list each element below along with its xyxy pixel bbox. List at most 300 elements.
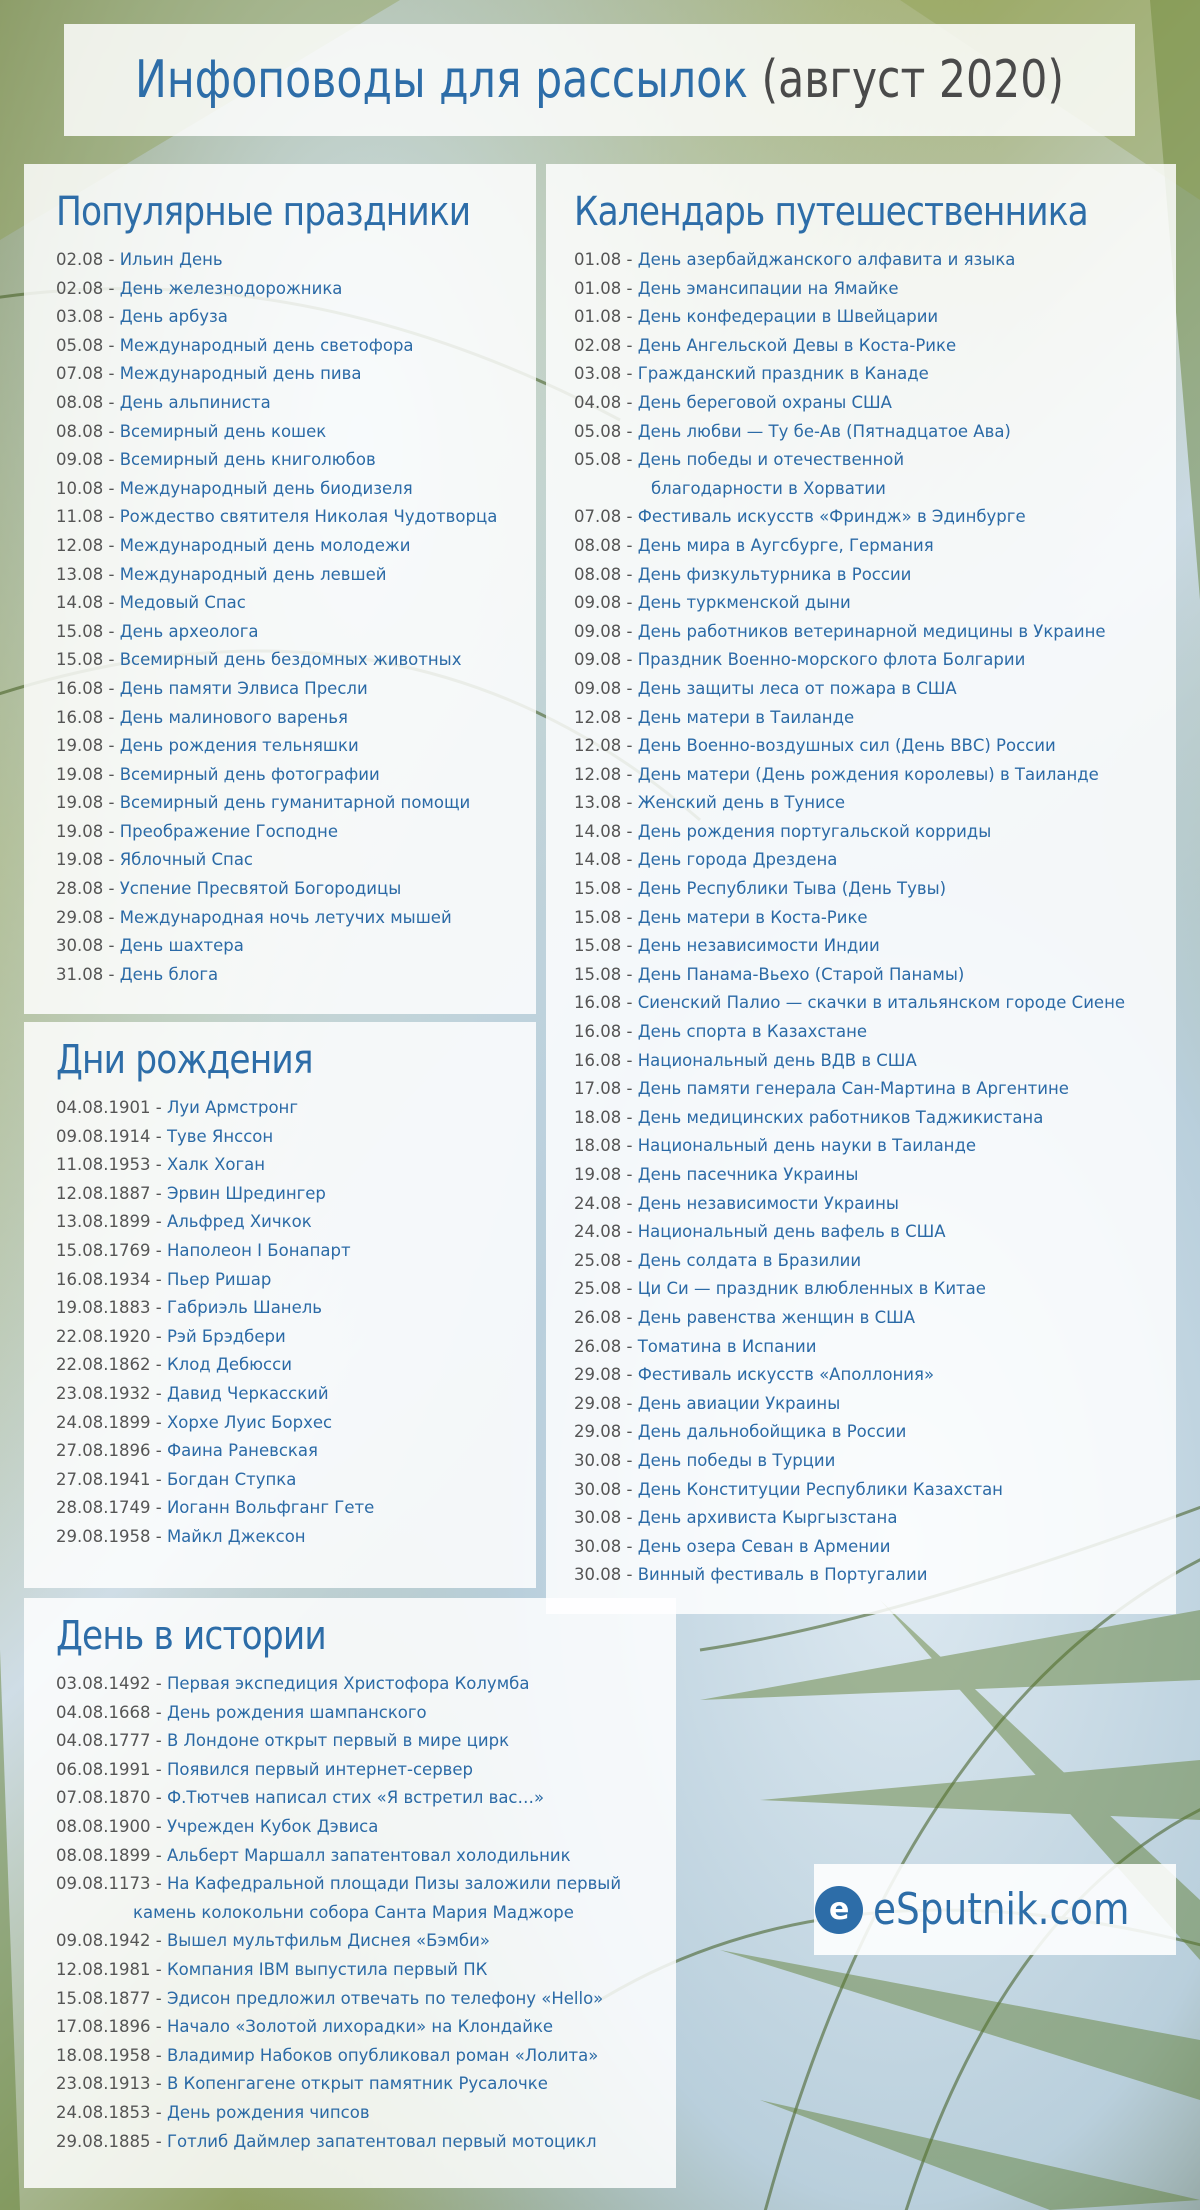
list-item [574,646,1176,675]
item-date: 15.08.1877 [56,1988,151,2008]
list-item [56,532,536,561]
list-item [56,1927,676,1956]
item-separator: - [150,1298,167,1318]
item-text: Рождество святителя Николая Чудотворца [119,507,498,527]
item-text: В Копенгагене открыт памятник Русалочке [166,2074,548,2094]
list-item [56,875,536,904]
item-text: День альпиниста [119,392,271,412]
item-date: 11.08.1953 [56,1155,151,1175]
list-item [574,589,1176,618]
item-date: 09.08.1173 [56,1874,151,1894]
item-text: Появился первый интернет-сервер [166,1759,474,1779]
list-item [56,1727,676,1756]
item-date: 19.08 [574,1165,622,1184]
item-text: День Ангельской Девы в Коста-Рике [637,335,957,355]
list-item [574,275,1176,304]
item-text: День блога [119,964,219,984]
item-separator: - [621,678,638,698]
item-separator: - [150,1498,167,1518]
item-separator: - [621,1193,638,1213]
item-text: Туве Янссон [166,1126,274,1146]
list-item [56,1323,536,1352]
item-separator: - [150,1988,167,2008]
item-date: 23.08.1932 [56,1383,151,1403]
popular-holidays-panel [24,164,536,1014]
item-separator: - [103,307,120,327]
list-item [574,1161,1176,1190]
item-date: 19.08 [56,850,104,870]
item-text: Фестиваль искусств «Аполлония» [637,1365,935,1385]
list-item [56,904,536,933]
item-text: Эдисон предложил отвечать по телефону «Hello» [166,1988,604,2008]
item-date: 16.08 [574,993,622,1013]
item-separator: - [621,1450,638,1470]
item-separator: - [103,335,120,355]
item-date: 01.08 [574,278,622,298]
list-item [574,732,1176,761]
item-date: 30.08 [574,1536,622,1556]
item-separator: - [621,507,638,527]
item-separator: - [150,1383,167,1403]
item-date: 23.08.1913 [56,2074,151,2094]
item-date: 09.08 [56,450,104,470]
item-separator: - [621,278,638,298]
list-item [56,789,536,818]
item-text: Халк Хоган [166,1155,266,1175]
item-date: 12.08 [574,736,622,756]
list-item [56,1266,536,1295]
birthdays-list [56,1094,536,1552]
item-text: Хорхе Луис Борхес [166,1412,333,1432]
item-separator: - [150,1183,167,1203]
item-date: 05.08 [574,450,622,470]
item-separator: - [621,364,638,384]
list-item [574,1504,1176,1533]
item-separator: - [150,1959,167,1979]
item-text: День мира в Аугсбурге, Германия [637,535,934,555]
item-text: День Республики Тыва (День Тувы) [637,879,947,899]
item-date: 07.08 [574,507,622,527]
item-date: 14.08 [56,593,104,613]
item-separator: - [621,1393,638,1413]
item-separator: - [621,1565,638,1585]
item-date: 18.08 [574,1107,622,1127]
item-text: Яблочный Спас [119,850,254,870]
item-date: 13.08 [56,564,104,584]
item-text: Богдан Ступка [166,1469,297,1489]
item-separator: - [621,1222,638,1242]
list-item [574,303,1176,332]
item-text: День матери (День рождения королевы) в Таиланде [637,764,1099,784]
item-text: Вышел мультфильм Диснея «Бэмби» [166,1931,490,1951]
item-text: Международная ночь летучих мышей [119,907,452,927]
history-list [56,1670,676,2156]
list-item [56,1699,676,1728]
item-date: 15.08 [574,964,622,984]
item-date: 09.08 [574,593,622,613]
item-date: 05.08 [574,421,622,441]
item-separator: - [621,707,638,727]
item-date: 22.08.1862 [56,1355,151,1375]
item-separator: - [103,907,120,927]
list-item [574,1190,1176,1219]
item-separator: - [621,1250,638,1270]
item-date: 15.08 [574,907,622,927]
item-text: Ильин День [119,250,223,269]
item-date: 09.08.1942 [56,1931,151,1951]
item-text: Компания IBM выпустила первый ПК [166,1959,488,1979]
item-text: День физкультурника в России [637,564,912,584]
list-item [574,618,1176,647]
item-separator: - [150,1731,167,1751]
item-text: Винный фестиваль в Португалии [637,1565,928,1585]
item-date: 15.08 [574,879,622,899]
list-item [56,1870,676,1899]
list-item [56,618,536,647]
item-text: День эмансипации на Ямайке [637,278,899,298]
item-date: 05.08 [56,335,104,355]
item-separator: - [621,1508,638,1528]
item-separator: - [621,764,638,784]
item-text: День озера Севан в Армении [637,1536,891,1556]
list-item [56,1123,536,1152]
list-item [56,704,536,733]
popular-holidays-list [56,246,536,989]
item-date: 04.08.1901 [56,1098,151,1117]
item-separator: - [150,1412,167,1432]
item-separator: - [621,964,638,984]
item-text: Иоганн Вольфганг Гете [166,1498,375,1518]
item-date: 15.08 [56,621,104,641]
list-item [56,418,536,447]
item-date: 13.08 [574,793,622,813]
item-text: День Панама-Вьехо (Старой Панамы) [637,964,965,984]
list-item [574,1247,1176,1276]
item-date: 28.08 [56,879,104,899]
item-date: 08.08 [574,535,622,555]
list-item [56,1956,676,1985]
item-separator: - [150,1759,167,1779]
item-date: 01.08 [574,307,622,327]
item-text: День памяти генерала Сан-Мартина в Аргентине [637,1079,1069,1099]
list-item [56,761,536,790]
item-separator: - [103,707,120,727]
item-date: 10.08 [56,478,104,498]
list-item [574,1361,1176,1390]
item-separator: - [103,478,120,498]
history-panel [24,1598,676,2188]
item-text: Давид Черкасский [166,1383,329,1403]
item-date: 16.08 [56,678,104,698]
list-item [56,1437,536,1466]
item-date: 09.08 [574,621,622,641]
item-separator: - [621,450,638,470]
item-text: Пьер Ришар [166,1269,272,1289]
item-date: 16.08 [574,1022,622,1042]
item-date: 02.08 [56,278,104,298]
list-item [574,1533,1176,1562]
list-item [56,360,536,389]
item-date: 09.08.1914 [56,1126,151,1146]
item-separator: - [103,678,120,698]
item-separator: - [150,1269,167,1289]
item-text: Ф.Тютчев написал стих «Я встретил вас…» [166,1788,545,1808]
item-text: благодарности в Хорватии [651,478,886,498]
item-date: 03.08.1492 [56,1674,151,1693]
item-date: 12.08 [574,707,622,727]
esputnik-logo[interactable] [814,1864,1176,1955]
item-text: День независимости Индии [637,936,880,956]
item-text: Ци Си — праздник влюбленных в Китае [637,1279,986,1299]
birthdays-panel [24,1022,536,1588]
list-item [574,818,1176,847]
item-separator: - [621,1479,638,1499]
list-item [56,2128,676,2157]
item-text: Праздник Военно-морского флота Болгарии [637,650,1026,670]
list-item [56,1409,536,1438]
item-text: Национальный день науки в Таиланде [637,1136,977,1156]
item-date: 03.08 [574,364,622,384]
list-item [56,1784,676,1813]
item-separator: - [621,850,638,870]
item-separator: - [150,1441,167,1461]
item-separator: - [103,621,120,641]
list-item [56,1899,676,1928]
item-separator: - [150,1526,167,1546]
item-text: День рождения тельняшки [119,736,359,756]
item-separator: - [150,2017,167,2037]
title-main: Инфоповоды для рассылок [134,50,748,110]
item-separator: - [150,1126,167,1146]
item-date: 14.08 [574,821,622,841]
item-text: День матери в Таиланде [637,707,855,727]
item-text: В Лондоне открыт первый в мире цирк [166,1731,510,1751]
list-item [574,1476,1176,1505]
list-item [574,846,1176,875]
list-item [574,332,1176,361]
item-separator: - [150,1326,167,1346]
item-text: День солдата в Бразилии [637,1250,862,1270]
item-date: 18.08.1958 [56,2045,151,2065]
list-item [56,1670,676,1699]
item-separator: - [621,1136,638,1156]
item-separator: - [621,1107,638,1127]
list-item [56,332,536,361]
item-text: День Конституции Республики Казахстан [637,1479,1003,1499]
item-separator: - [621,392,638,412]
item-separator: - [621,993,638,1013]
item-date: 15.08 [56,650,104,670]
item-separator: - [103,278,120,298]
item-text: День работников ветеринарной медицины в Украине [637,621,1106,641]
list-item [574,561,1176,590]
list-item [56,503,536,532]
item-separator: - [621,650,638,670]
item-text: Начало «Золотой лихорадки» на Клондайке [166,2017,554,2037]
item-separator: - [150,1816,167,1836]
list-item [574,418,1176,447]
item-text: Международный день пива [119,364,362,384]
item-separator: - [150,1098,167,1117]
list-item [56,275,536,304]
item-date: 12.08.1887 [56,1183,151,1203]
item-date: 24.08.1899 [56,1412,151,1432]
list-item [56,303,536,332]
item-date: 15.08.1769 [56,1240,151,1260]
list-item [574,446,1176,475]
item-text: День шахтера [119,936,244,956]
item-date: 08.08 [56,392,104,412]
item-text: День береговой охраны США [637,392,892,412]
list-item [56,1494,536,1523]
item-date: 29.08 [574,1422,622,1442]
item-text: Готлиб Даймлер запатентовал первый мотоцикл [166,2131,597,2151]
list-item [574,789,1176,818]
item-separator: - [150,1874,167,1894]
item-text: Майкл Джексон [166,1526,306,1546]
item-text: Медовый Спас [119,593,246,613]
item-separator: - [150,2102,167,2122]
item-date: 27.08.1896 [56,1441,151,1461]
item-text: Всемирный день фотографии [119,764,380,784]
item-separator: - [103,364,120,384]
list-item [56,1466,536,1495]
item-text: Первая экспедиция Христофора Колумба [166,1674,530,1693]
item-date: 24.08 [574,1193,622,1213]
item-text: Габриэль Шанель [166,1298,323,1318]
item-date: 08.08.1899 [56,1845,151,1865]
list-item [574,1561,1176,1590]
item-separator: - [621,907,638,927]
list-item [56,1208,536,1237]
item-date: 11.08 [56,507,104,527]
item-date: 29.08 [574,1365,622,1385]
list-item [574,1333,1176,1362]
list-item [56,961,536,990]
item-date: 09.08 [574,678,622,698]
item-date: 25.08 [574,1279,622,1299]
item-text: Альберт Маршалл запатентовал холодильник [166,1845,571,1865]
esputnik-logo-icon: e [815,1886,863,1934]
item-separator: - [621,250,638,269]
item-separator: - [103,535,120,555]
travel-calendar-heading: Календарь путешественника [574,189,1088,235]
item-date: 08.08.1900 [56,1816,151,1836]
item-date: 12.08 [574,764,622,784]
item-separator: - [621,1279,638,1299]
item-text: Успение Пресвятой Богородицы [119,879,402,899]
item-separator: - [150,1155,167,1175]
item-date: 08.08 [56,421,104,441]
item-date: 19.08.1883 [56,1298,151,1318]
item-separator: - [103,421,120,441]
list-item [574,1275,1176,1304]
list-item [574,961,1176,990]
list-item [56,1237,536,1266]
item-date: 17.08 [574,1079,622,1099]
item-date: 19.08 [56,793,104,813]
item-text: День матери в Коста-Рике [637,907,868,927]
list-item [56,1094,536,1123]
item-text: Владимир Набоков опубликовал роман «Лолита» [166,2045,599,2065]
item-text: Фаина Раневская [166,1441,318,1461]
item-date: 19.08 [56,764,104,784]
list-item [56,2070,676,2099]
list-item [574,1390,1176,1419]
item-text: День победы и отечественной [637,450,905,470]
list-item [56,1842,676,1871]
item-date: 30.08 [574,1479,622,1499]
list-item [56,646,536,675]
item-text: Всемирный день кошек [119,421,327,441]
list-item [56,1351,536,1380]
list-item [56,1294,536,1323]
list-item [56,446,536,475]
item-date: 14.08 [574,850,622,870]
item-text: День железнодорожника [119,278,343,298]
list-item [574,389,1176,418]
item-text: Международный день левшей [119,564,387,584]
item-text: День авиации Украины [637,1393,841,1413]
list-item [56,561,536,590]
item-text: Преображение Господне [119,821,338,841]
item-text: Фестиваль искусств «Фриндж» в Эдинбурге [637,507,1026,527]
item-separator: - [103,507,120,527]
item-separator: - [150,2131,167,2151]
item-text: День конфедерации в Швейцарии [637,307,939,327]
item-separator: - [621,621,638,641]
list-item [574,1418,1176,1447]
item-text: Международный день светофора [119,335,414,355]
item-separator: - [621,936,638,956]
list-item [574,246,1176,275]
item-text: Учрежден Кубок Дэвиса [166,1816,379,1836]
item-text: День защиты леса от пожара в США [637,678,957,698]
list-item [56,818,536,847]
birthdays-heading: Дни рождения [56,1037,313,1083]
item-text: Национальный день вафель в США [637,1222,946,1242]
item-date: 04.08.1777 [56,1731,151,1751]
item-date: 29.08 [574,1393,622,1413]
item-date: 16.08 [56,707,104,727]
item-date: 19.08 [56,821,104,841]
item-date: 26.08 [574,1336,622,1356]
item-separator: - [103,392,120,412]
item-date: 07.08 [56,364,104,384]
list-item [574,1304,1176,1333]
item-separator: - [103,650,120,670]
list-item [56,1985,676,2014]
list-item [574,989,1176,1018]
item-text: Всемирный день бездомных животных [119,650,462,670]
item-separator: - [103,879,120,899]
item-separator: - [150,1702,167,1722]
item-separator: - [103,250,120,269]
item-date: 26.08 [574,1307,622,1327]
item-date: 30.08 [574,1450,622,1470]
item-date: 15.08 [574,936,622,956]
list-item [574,1018,1176,1047]
item-date: 16.08 [574,1050,622,1070]
item-date: 24.08 [574,1222,622,1242]
item-text: День малинового варенья [119,707,348,727]
item-date: 06.08.1991 [56,1759,151,1779]
item-date: 04.08 [574,392,622,412]
item-text: Всемирный день книголюбов [119,450,376,470]
item-text: На Кафедральной площади Пизы заложили первый [166,1874,622,1894]
list-item [574,1132,1176,1161]
item-date: 28.08.1749 [56,1498,151,1518]
